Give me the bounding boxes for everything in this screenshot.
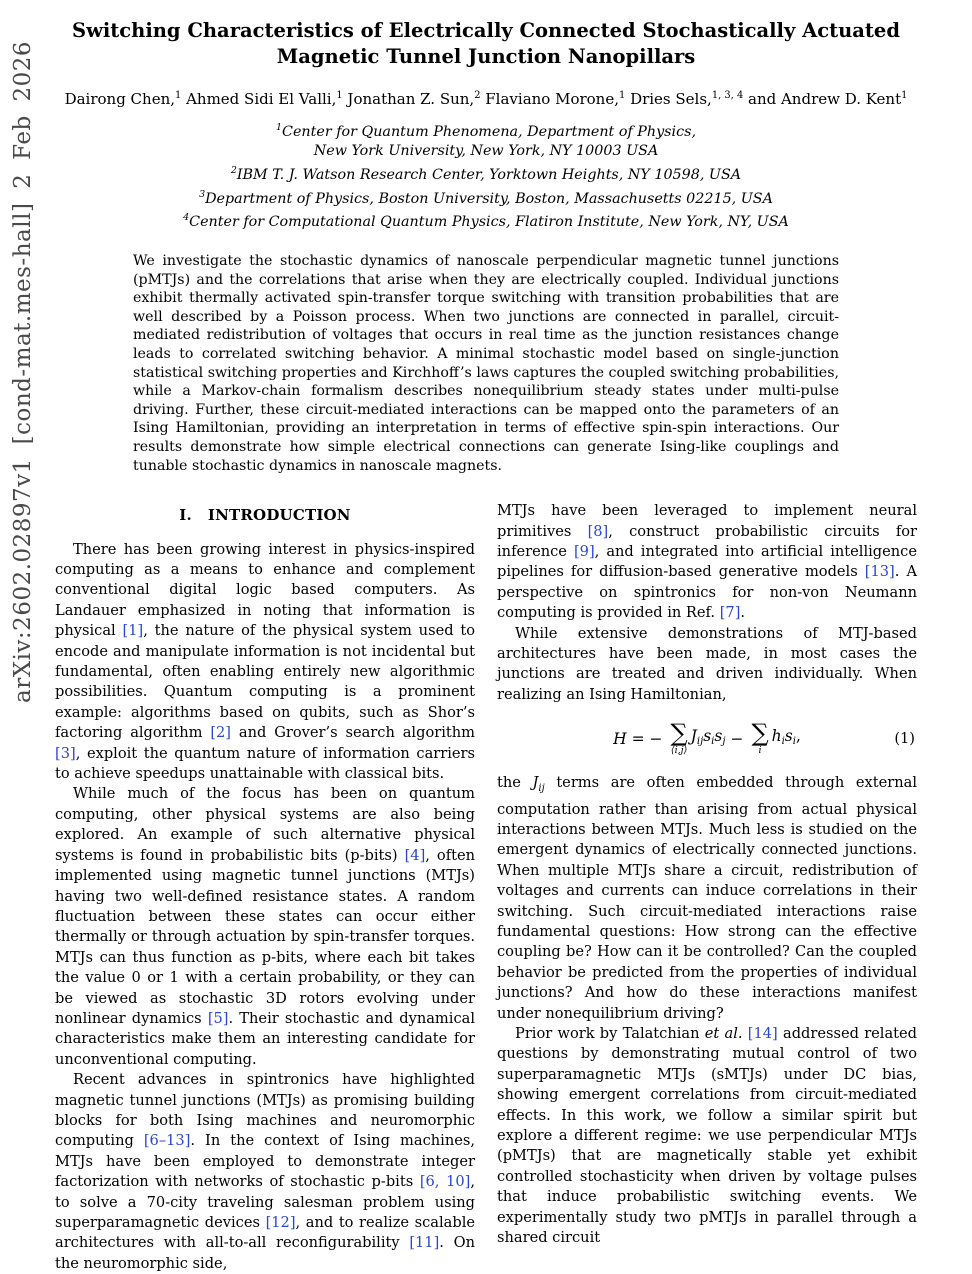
paragraph-prior-work: Prior work by Talatchian et al. [14] addressed related questions by demonstrating mutual control of two superparamagnetic MTJs (sMTJs) under DC bias, showing emergent correlations from circuit-mediated effects. In this work, we follow a similar spirit but explore a different regime: we use perpendicular MTJs (pMTJs) that are magnetically stable yet exhibit controlled stochasticity when driven by voltage pulses that induce probabilistic switching events. We experimentally study two pMTJs in parallel through a shared circuit — [497, 1025, 918, 1247]
citation-link[interactable]: [7] — [719, 604, 741, 622]
paragraph-landauer: There has been growing interest in physics-inspired computing as a means to enhance and complement conventional digital logic based computers. As Landauer emphasized in noting that information is physical [1], the nature of the physical system used to encode and manipulate information is not incidental but fundamental, often enabling entirely new algorithmic possibilities. Quantum computing is a prominent example: algorithms based on qubits, such as Shor’s factoring algorithm [2] and Grover’s search algorithm [3], exploit the quantum nature of information carriers to achieve speedups unattainable with classical bits. — [55, 540, 475, 783]
affiliation-line-1: $^1$Center for Quantum Phenomena, Department of Physics, — [276, 122, 696, 140]
equation-body — [613, 719, 801, 757]
eq-var-s: s — [703, 727, 712, 746]
citation-link[interactable]: [2] — [210, 724, 231, 742]
eq-var-s: s — [714, 727, 723, 746]
citation-link[interactable]: [13] — [864, 563, 895, 581]
eq-sub-i: i — [781, 736, 785, 748]
citation-link[interactable]: [14] — [747, 1025, 778, 1043]
sum-limit: ⟨i,j⟩ — [670, 745, 688, 757]
paragraph-pbits: While much of the focus has been on quantum computing, other physical systems are also being explored. An example of such alternative physical systems is found in probabilistic bits (p-bits) [4], often implemented using magnetic tunnel junctions (MTJs) having two well-defined resistance states. A random fluctuation between these states can occur either thermally or through actuation by spin-transfer torques. MTJs can thus function as p-bits, where each bit takes the value 0 or 1 with a certain probability, or they can be viewed as stochastic 3D rotors evolving under nonlinear dynamics [5]. Their stochastic and dynamical characteristics make them an interesting candidate for unconventional computing. — [55, 785, 475, 1068]
eq-term-Jss — [691, 726, 726, 752]
eq-sum-1 — [670, 719, 688, 757]
equation-1 — [497, 717, 917, 761]
affiliation-line-5: $^4$Center for Computational Quantum Physics, Flatiron Institute, New York, NY, USA — [183, 212, 789, 231]
citation-link[interactable]: [1] — [122, 622, 144, 640]
equation-number: (1) — [894, 730, 915, 748]
citation-link[interactable]: [8] — [587, 522, 609, 540]
eq-comma: , — [795, 727, 801, 746]
section-number: I. — [179, 506, 192, 525]
citation-link[interactable]: [4] — [404, 846, 426, 864]
paragraph-neuromorphic-continuation: MTJs have been leveraged to implement neural primitives [8], construct probabilistic circuits for inference [9], and integrated into artificial intelligence pipelines for diffusion-based generative models [13]. A perspective on spintronics for non-von Neumann computing is provided in Ref. [7]. — [497, 502, 917, 622]
citation-link[interactable]: [5] — [207, 1009, 229, 1027]
eq-equals-minus: = − — [631, 730, 663, 749]
eq-minus: − — [730, 730, 744, 749]
affiliation-line-3: $^2$IBM T. J. Watson Research Center, Yorktown Heights, NY 10598, USA — [230, 164, 742, 183]
authors-line: Dairong Chen,$^1$ Ahmed Sidi El Valli,$^1$ Jonathan Z. Sun,$^2$ Flaviano Morone,$^1$ Dries Sels,$^{1, 3, 4}$ and Andrew D. Kent$^1$ — [64, 90, 908, 108]
eq-var-J: J — [690, 727, 697, 746]
eq-sub-i: i — [792, 736, 796, 748]
sum-symbol: ∑ — [670, 719, 688, 748]
affiliations-block — [0, 118, 972, 232]
paragraph-spintronics: Recent advances in spintronics have highlighted magnetic tunnel junctions (MTJs) as promising building blocks for both Ising machines and neuromorphic computing [6–13]. In the context of Ising machines, MTJs have been employed to demonstrate integer factorization with networks of stochastic p-bits [6, 10], to solve a 70-city traveling salesman problem using superparamagnetic devices [12], and to realize scalable architectures with all-to-all reconfigurability [11]. On the neuromorphic side, — [55, 1071, 476, 1272]
citation-link[interactable]: [11] — [409, 1234, 440, 1252]
sum-limit: i — [758, 745, 762, 757]
eq-sub-ij: ij — [696, 736, 704, 748]
paragraph-ising-hamiltonian: While extensive demonstrations of MTJ-based architectures have been made, in most cases the junctions are treated and driven individually. When realizing an Ising Hamiltonian, — [497, 624, 917, 703]
paper-title: Switching Characteristics of Electrically Connected Stochastically Actuated Magnetic Tunnel Junction Nanopillars — [72, 19, 900, 68]
citation-link[interactable]: [6, 10] — [419, 1173, 471, 1191]
abstract-text: We investigate the stochastic dynamics of nanoscale perpendicular magnetic tunnel junctions (pMTJs) and the correlations that arise when they are electrically coupled. Individual junctions exhibit thermally activated spin-transfer torque switching with transition probabilities that are well described by a Poisson process. When two junctions are connected in parallel, circuit-mediated redistribution of voltages that occurs in real time as the junction resistances change leads to correlated switching behavior. A minimal stochastic model based on single-junction statistical switching properties and Kirchhoff’s laws captures the coupled switching probabilities, while a Markov-chain formalism describes nonequilibrium steady states under multi-pulse driving. Further, these circuit-mediated interactions can be mapped onto the parameters of an Ising Hamiltonian, providing an interpretation in terms of effective spin-spin interactions. Our results demonstrate how simple electrical connections can generate Ising-like couplings and tunable stochastic dynamics in nanoscale magnets. — [133, 253, 839, 474]
sum-symbol: ∑ — [751, 719, 769, 748]
paragraph-jij-coupling: the $J_{ij}$ terms are often embedded through external computation rather than arising from actual physical interactions between MTJs. Much less is studied on the emergent dynamics of electrically connected junctions. When multiple MTJs share a circuit, redistribution of voltages and currents can induce correlations in their switching. Such circuit-mediated interactions raise fundamental questions: How strong can the effective coupling be? How can it be controlled? Can the coupled behavior be predicted from the properties of individual junctions? And how do these interactions manifest under nonequilibrium driving? — [497, 774, 918, 1022]
eq-var-h: h — [771, 727, 782, 746]
arxiv-stamp[interactable]: arXiv:2602.02897v1 [cond-mat.mes-hall] 2 Feb 2026 — [10, 40, 36, 703]
citation-link[interactable]: [12] — [265, 1214, 296, 1231]
right-column — [497, 501, 917, 1274]
citation-link[interactable]: [9] — [573, 543, 595, 560]
eq-var-H: H — [613, 730, 627, 749]
eq-term-hs — [772, 726, 801, 752]
eq-sum-2 — [751, 719, 769, 757]
eq-var-s: s — [784, 727, 793, 746]
affiliation-line-2: New York University, New York, NY 10003 USA — [313, 142, 659, 159]
eq-sub-j: j — [722, 736, 726, 748]
left-column — [55, 501, 475, 1274]
section-title: INTRODUCTION — [207, 506, 351, 525]
citation-link[interactable]: [6–13] — [143, 1132, 191, 1150]
section-heading-introduction — [55, 505, 475, 525]
eq-sub-i: i — [711, 736, 715, 748]
citation-link[interactable]: [3] — [55, 744, 76, 762]
two-column-body — [55, 501, 917, 1274]
affiliation-line-4: $^3$Department of Physics, Boston University, Boston, Massachusetts 02215, USA — [199, 188, 773, 207]
